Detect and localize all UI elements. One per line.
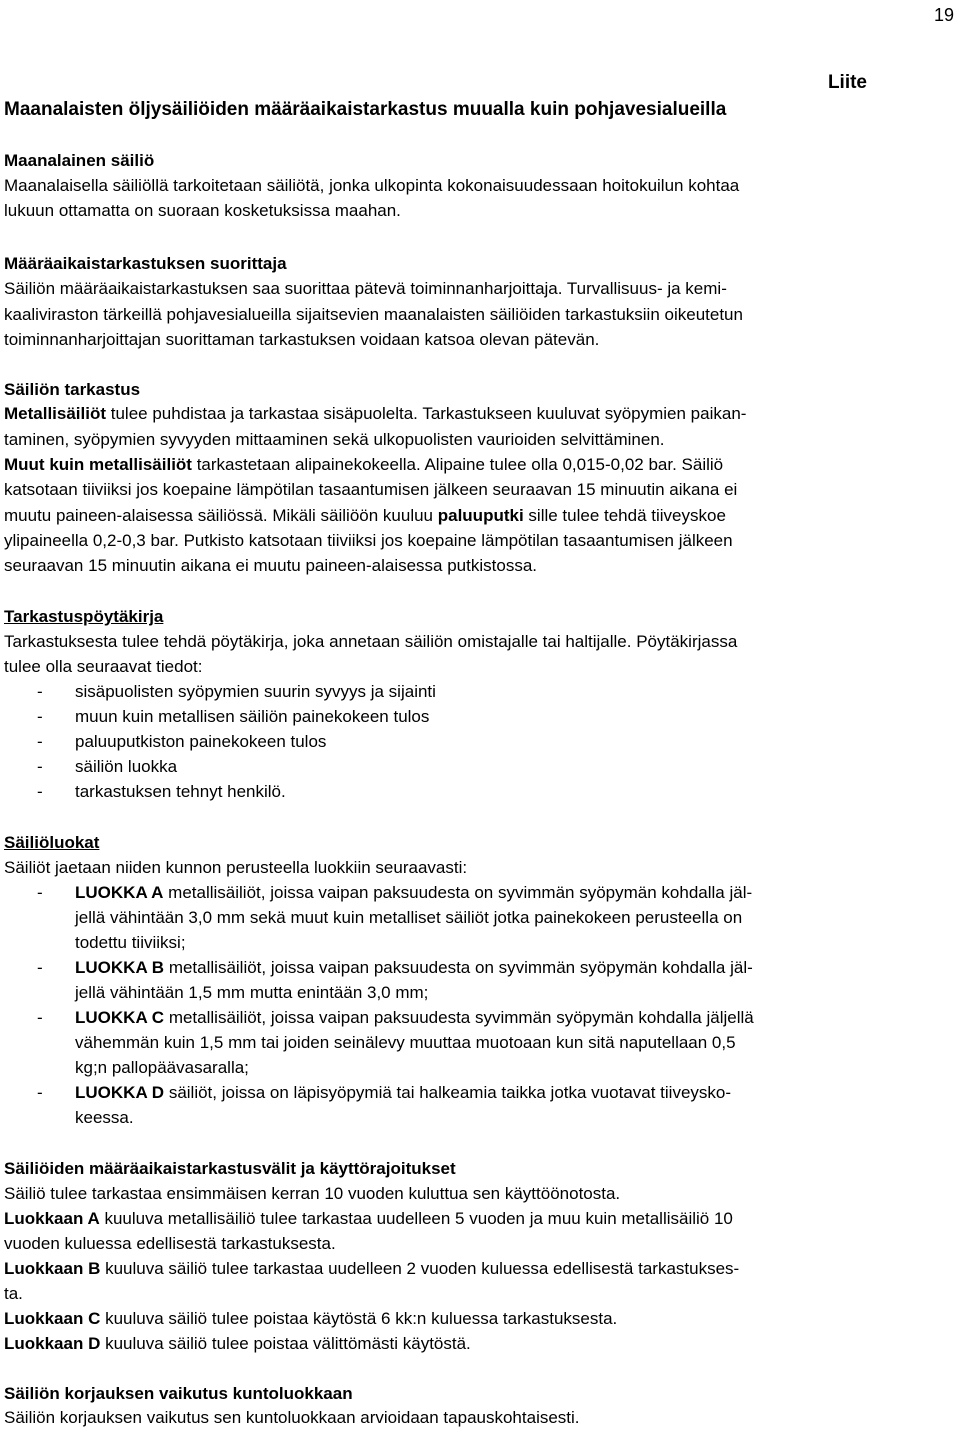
section-heading-protocol: Tarkastuspöytäkirja	[4, 607, 164, 626]
list-item-dash: -	[37, 707, 43, 726]
section-heading-intervals: Säiliöiden määräaikaistarkastusvälit ja käyttörajoitukset	[4, 1159, 456, 1178]
paragraph-line	[4, 506, 726, 526]
paragraph-line: ta.	[4, 1284, 23, 1303]
text-run: kuuluva säiliö tulee poistaa välittömästi käytöstä.	[100, 1334, 471, 1353]
list-item-continuation: todettu tiiviiksi;	[75, 933, 186, 952]
text-run: kuuluva metallisäiliö tulee tarkastaa uudelleen 5 vuoden ja muu kuin metallisäiliö 10	[99, 1209, 733, 1228]
paragraph-line	[4, 1209, 733, 1229]
text-run: tulee puhdistaa ja tarkastaa sisäpuolelta. Tarkastukseen kuuluvat syöpymien paikan-	[106, 404, 747, 423]
class-label: Luokkaan A	[4, 1209, 100, 1228]
paragraph-line	[4, 404, 746, 424]
paragraph-line: toiminnanharjoittajan suorittaman tarkastuksen voidaan katsoa olevan pätevän.	[4, 330, 600, 349]
class-label: LUOKKA D	[75, 1083, 165, 1102]
section-heading-repair: Säiliön korjauksen vaikutus kuntoluokkaan	[4, 1384, 353, 1403]
paragraph-line: Säiliöt jaetaan niiden kunnon perusteella luokkiin seuraavasti:	[4, 858, 468, 877]
list-item-continuation: jellä vähintään 1,5 mm mutta enintään 3,0 mm;	[75, 983, 429, 1002]
paragraph-line: Maanalaisella säiliöllä tarkoitetaan säiliötä, jonka ulkopinta kokonaisuudessaan hoitokuilun kohtaa	[4, 176, 740, 195]
paragraph-line	[4, 455, 723, 475]
class-label: Luokkaan B	[4, 1259, 101, 1278]
paragraph-line: lukuun ottamatta on suoraan kosketuksissa maahan.	[4, 201, 401, 220]
bold-term: Metallisäiliöt	[4, 404, 107, 423]
paragraph-line: vuoden kuluessa edellisestä tarkastuksesta.	[4, 1234, 336, 1253]
paragraph-line	[4, 1259, 739, 1279]
list-item-continuation: kg;n pallopäävasaralla;	[75, 1058, 249, 1077]
list-item-dash: -	[37, 757, 43, 776]
document-title: Maanalaisten öljysäiliöiden määräaikaistarkastus muualla kuin pohjavesialueilla	[4, 99, 727, 120]
list-item: paluuputkiston painekokeen tulos	[75, 732, 327, 751]
paragraph-line: ylipaineella 0,2-0,3 bar. Putkisto katsotaan tiiviiksi jos koepaine lämpötilan tasaantumisen jälkeen	[4, 531, 733, 550]
paragraph-line: tulee olla seuraavat tiedot:	[4, 657, 203, 676]
paragraph-line: Säiliö tulee tarkastaa ensimmäisen kerran 10 vuoden kuluttua sen käyttöönotosta.	[4, 1184, 621, 1203]
class-label: Luokkaan D	[4, 1334, 101, 1353]
paragraph-line: kaaliviraston tärkeillä pohjavesialueilla sijaitsevien maanalaisten säiliöiden tarkastuksiin oikeutetun	[4, 305, 743, 324]
list-item-continuation: vähemmän kuin 1,5 mm tai joiden seinälevy muuttaa muotoaan kun sitä naputellaan 0,5	[75, 1033, 736, 1052]
paragraph-line: Tarkastuksesta tulee tehdä pöytäkirja, joka annetaan säiliön omistajalle tai haltijalle. Pöytäkirjassa	[4, 632, 738, 651]
class-label: LUOKKA B	[75, 958, 165, 977]
bold-term: Muut kuin metallisäiliöt	[4, 455, 192, 474]
list-item-dash: -	[37, 782, 43, 801]
list-item: tarkastuksen tehnyt henkilö.	[75, 782, 286, 801]
text-run: kuuluva säiliö tulee poistaa käytöstä 6 kk:n kuluessa tarkastuksesta.	[100, 1309, 618, 1328]
section-heading-inspector: Määräaikaistarkastuksen suorittaja	[4, 254, 287, 273]
list-item-dash: -	[37, 732, 43, 751]
paragraph-line: katsotaan tiiviiksi jos koepaine lämpötilan tasaantumisen jälkeen seuraavan 15 minuutin aikana ei	[4, 480, 738, 499]
paragraph-line: Säiliön määräaikaistarkastuksen saa suorittaa pätevä toiminnanharjoittaja. Turvallisuus- ja kemi-	[4, 279, 727, 298]
list-item	[75, 1083, 731, 1103]
list-item	[75, 883, 752, 903]
list-item-dash: -	[37, 1083, 43, 1102]
text-run: metallisäiliöt, joissa vaipan paksuudesta on syvimmän syöpymän kohdalla jäl-	[164, 958, 753, 977]
appendix-label: Liite	[827, 72, 867, 93]
list-item-dash: -	[37, 883, 43, 902]
text-run: kuuluva säiliö tulee tarkastaa uudelleen 2 vuoden kuluessa edellisestä tarkastukses-	[100, 1259, 740, 1278]
list-item-continuation: jellä vähintään 3,0 mm sekä muut kuin metalliset säiliöt jotka painekokeen perusteella on	[75, 908, 743, 927]
class-label: Luokkaan C	[4, 1309, 101, 1328]
list-item-continuation: keessa.	[75, 1108, 134, 1127]
bold-term: paluuputki	[437, 506, 524, 525]
class-label: LUOKKA C	[75, 1008, 165, 1027]
paragraph-line	[4, 1334, 471, 1354]
list-item	[75, 958, 753, 978]
class-label: LUOKKA A	[75, 883, 164, 902]
list-item-dash: -	[37, 682, 43, 701]
paragraph-line	[4, 1309, 617, 1329]
paragraph-line: Säiliön korjauksen vaikutus sen kuntoluokkaan arvioidaan tapauskohtaisesti.	[4, 1408, 580, 1427]
section-heading-underground-tank: Maanalainen säiliö	[4, 151, 155, 170]
list-item: muun kuin metallisen säiliön painekokeen tulos	[75, 707, 430, 726]
paragraph-line: seuraavan 15 minuutin aikana ei muutu paineen-alaisessa putkistossa.	[4, 556, 537, 575]
text-run: tarkastetaan alipainekokeella. Alipaine tulee olla 0,015-0,02 bar. Säiliö	[191, 455, 724, 474]
text-run: sille tulee tehdä tiiveyskoe	[523, 506, 726, 525]
list-item	[75, 1008, 754, 1028]
list-item: säiliön luokka	[75, 757, 178, 776]
page-number: 19	[933, 5, 954, 25]
text-run: muutu paineen-alaisessa säiliössä. Mikäli säiliöön kuuluu	[4, 506, 438, 525]
section-heading-tank-inspection: Säiliön tarkastus	[4, 380, 141, 399]
text-run: metallisäiliöt, joissa vaipan paksuudesta syvimmän syöpymän kohdalla jäljellä	[164, 1008, 754, 1027]
list-item: sisäpuolisten syöpymien suurin syvyys ja sijainti	[75, 682, 436, 701]
list-item-dash: -	[37, 1008, 43, 1027]
text-run: säiliöt, joissa on läpisyöpymiä tai halkeamia taikka jotka vuotavat tiiveysko-	[164, 1083, 732, 1102]
paragraph-line: taminen, syöpymien syvyyden mittaaminen sekä ulkopuolisten vaurioiden selvittäminen.	[4, 430, 665, 449]
text-run: metallisäiliöt, joissa vaipan paksuudesta on syvimmän syöpymän kohdalla jäl-	[163, 883, 753, 902]
section-heading-classes: Säiliöluokat	[4, 833, 100, 852]
list-item-dash: -	[37, 958, 43, 977]
